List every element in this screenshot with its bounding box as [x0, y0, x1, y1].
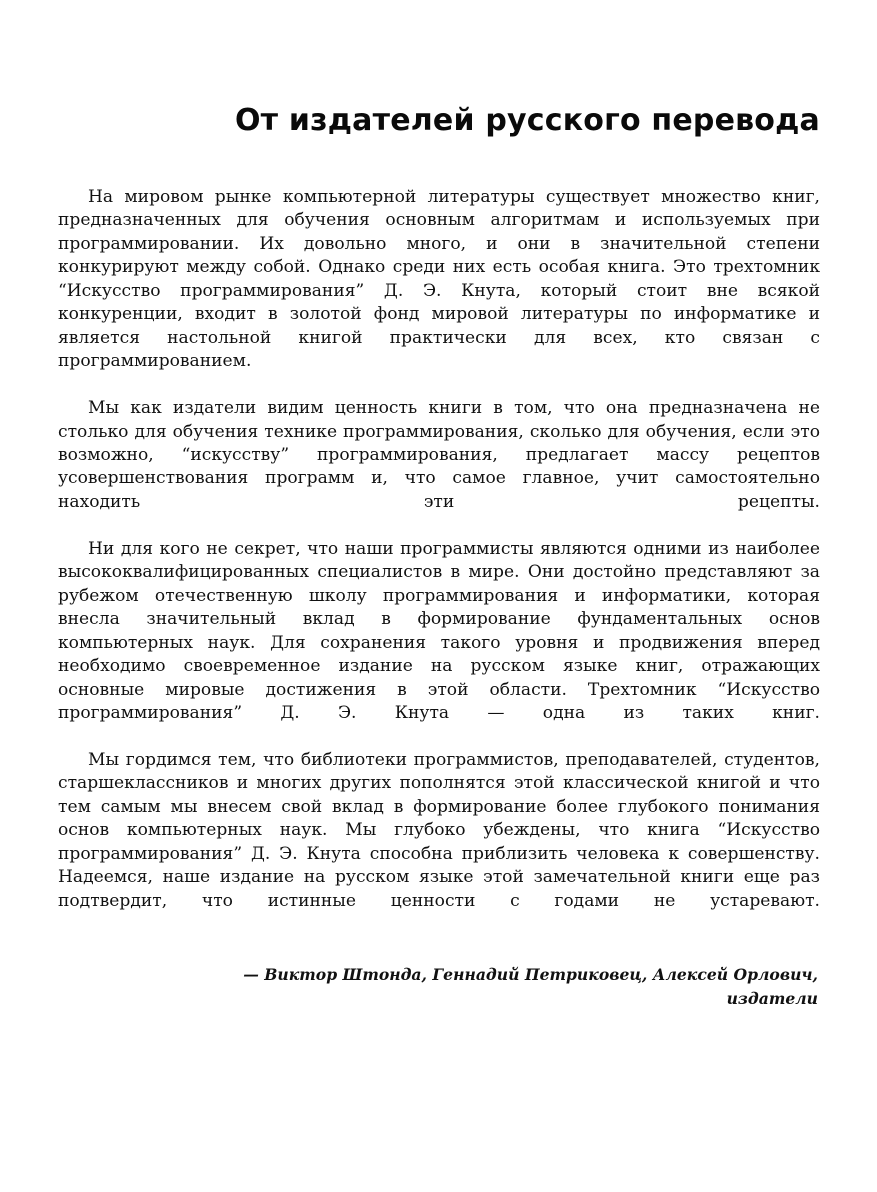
signature-authors: — Виктор Штонда, Геннадий Петриковец, Алексей Орлович,	[243, 964, 818, 984]
paragraph: Ни для кого не секрет, что наши программисты являются одними из наиболее высококвалифицированных специалистов в мире. Они достойно представляют за рубежом отечественную школу программирования и информатики, которая внесла значительный вклад в формирование фундаментальных основ компьютерных наук. Для сохранения такого уровня и продвижения вперед необходимо своевременное издание на русском языке книг, отражающих основные мировые достижения в этой области. Трехтомник “Искусство программирования” Д. Э. Кнута — одна из таких книг.	[58, 538, 820, 723]
paragraph: Мы как издатели видим ценность книги в том, что она предназначена не столько для обучения технике программирования, сколько для обучения, если это возможно, “искусству” программирования, предлагает массу рецептов усовершенствования программ и, что самое главное, учит самостоятельно находить эти рецепты.	[58, 398, 820, 512]
page-title: От издателей русского перевода	[234, 103, 820, 138]
body-text	[58, 186, 820, 937]
signature-block	[58, 963, 820, 1011]
page-content	[58, 0, 820, 1011]
paragraph: На мировом рынке компьютерной литературы существует множество книг, предназначенных для обучения основным алгоритмам и используемых при программировании. Их довольно много, и они в значительной степени конкурируют между собой. Однако среди них есть особая книга. Это трехтомник “Искусство программирования” Д. Э. Кнута, который стоит вне всякой конкуренции, входит в золотой фонд мировой литературы по информатике и является настольной книгой практически для всех, кто связан с программированием.	[58, 187, 820, 372]
signature-role: издатели	[726, 988, 818, 1008]
paragraph: Мы гордимся тем, что библиотеки программистов, преподавателей, студентов, старшеклассников и многих других пополнятся этой классической книгой и что тем самым мы внесем свой вклад в формирование более глубокого понимания основ компьютерных наук. Мы глубоко убеждены, что книга “Искусство программирования” Д. Э. Кнута способна приблизить человека к совершенству. Надеемся, наше издание на русском языке этой замечательной книги еще раз подтвердит, что истинные ценности с годами не устаревают.	[58, 749, 820, 911]
